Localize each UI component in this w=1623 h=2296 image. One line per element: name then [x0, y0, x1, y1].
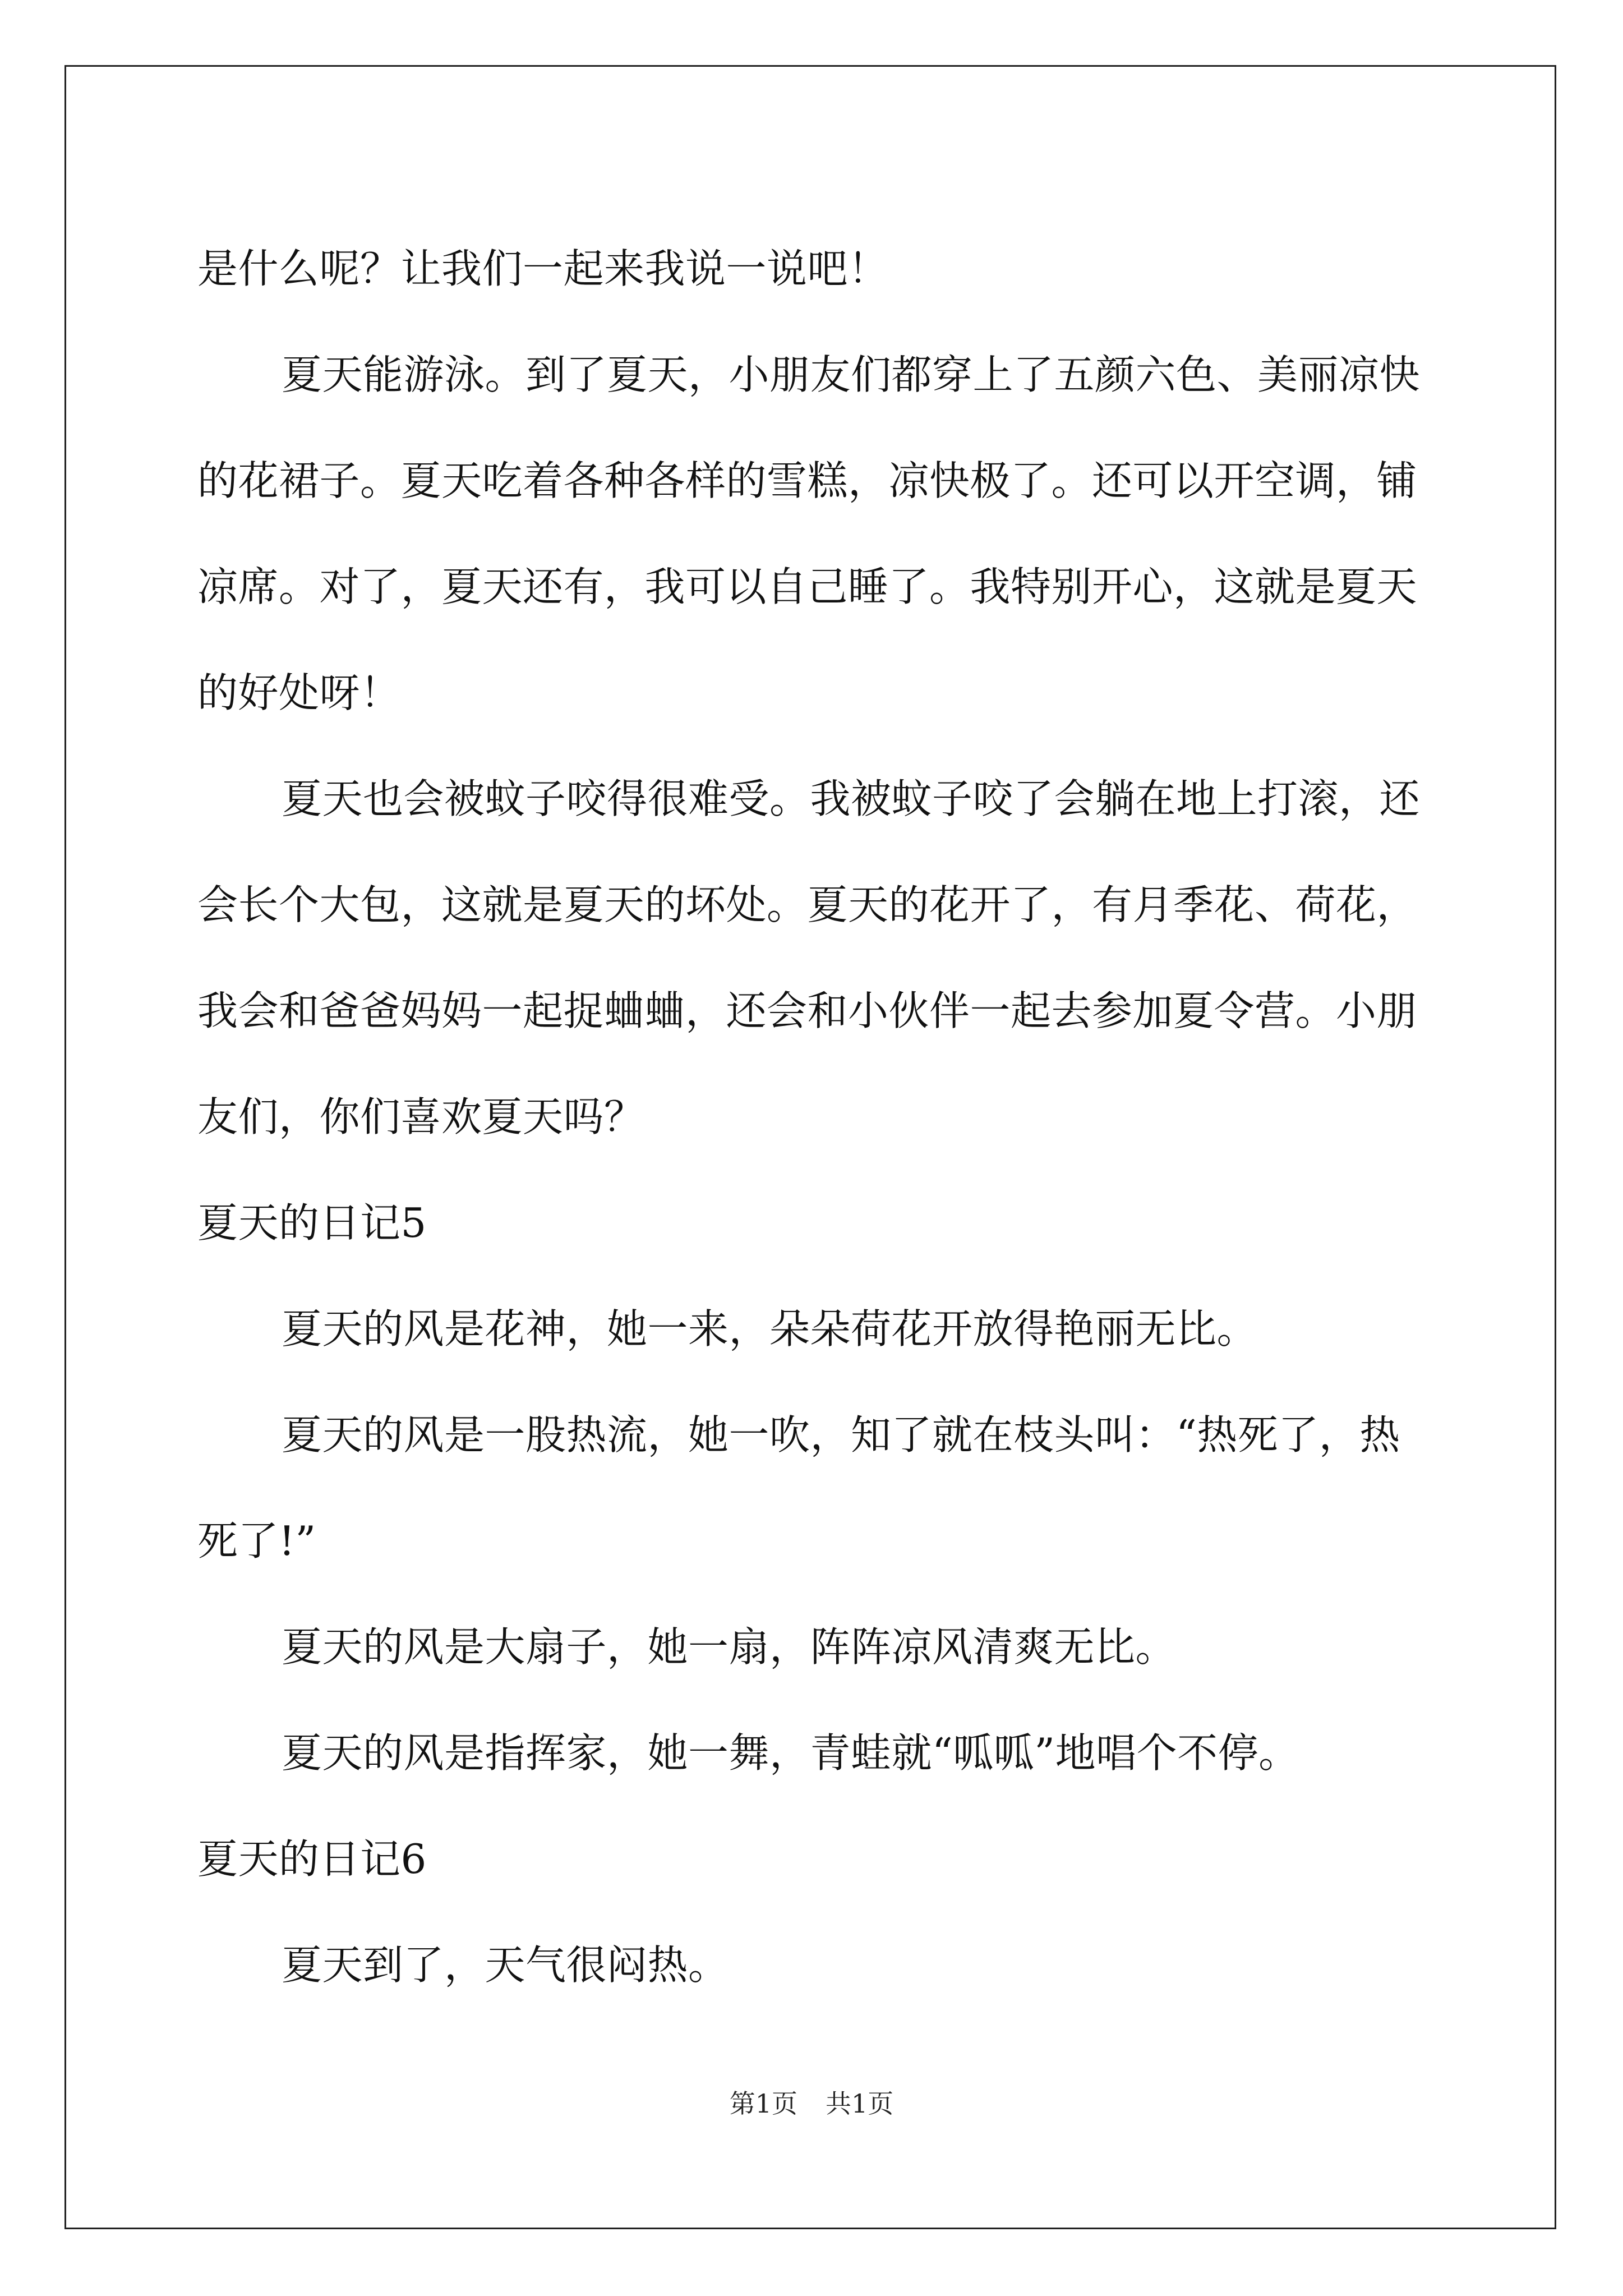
text-line: 是什么呢？让我们一起来我说一说吧！: [197, 245, 889, 292]
page-footer: [0, 2087, 1623, 2120]
text-line: 友们，你们喜欢夏天吗？: [197, 1093, 645, 1140]
text-line: 夏天能游泳。到了夏天，小朋友们都穿上了五颜六色、美丽凉快: [282, 351, 1421, 398]
text-line: 凉席。对了，夏天还有，我可以自己睡了。我特别开心，这就是夏天: [197, 563, 1418, 610]
text-line: 夏天的风是指挥家，她一舞，青蛙就“呱呱”地唱个不停。: [282, 1729, 1299, 1777]
section-heading: 夏天的日记6: [197, 1835, 427, 1883]
text-line: 夏天到了，天气很闷热。: [282, 1941, 729, 1989]
text-line: 死了!”: [197, 1517, 316, 1565]
page-total: 共1页: [826, 2088, 894, 2119]
section-heading: 夏天的日记5: [197, 1199, 427, 1246]
text-line: 的好处呀！: [197, 669, 401, 716]
page-number: 第1页: [729, 2088, 797, 2119]
text-line: 夏天的风是花神，她一来，朵朵荷花开放得艳丽无比。: [282, 1305, 1258, 1352]
text-line: 夏天也会被蚊子咬得很难受。我被蚊子咬了会躺在地上打滚，还: [282, 775, 1421, 822]
text-line: 夏天的风是大扇子，她一扇，阵阵凉风清爽无比。: [282, 1623, 1177, 1671]
text-line: 夏天的风是一股热流，她一吹，知了就在枝头叫：“热死了，热: [282, 1411, 1400, 1458]
document-body: [197, 216, 1427, 2018]
text-line: 会长个大包，这就是夏天的坏处。夏天的花开了，有月季花、荷花，: [197, 881, 1418, 928]
text-line: 我会和爸爸妈妈一起捉蛐蛐，还会和小伙伴一起去参加夏令营。小朋: [197, 987, 1418, 1034]
text-line: 的花裙子。夏天吃着各种各样的雪糕，凉快极了。还可以开空调，铺: [197, 457, 1418, 504]
